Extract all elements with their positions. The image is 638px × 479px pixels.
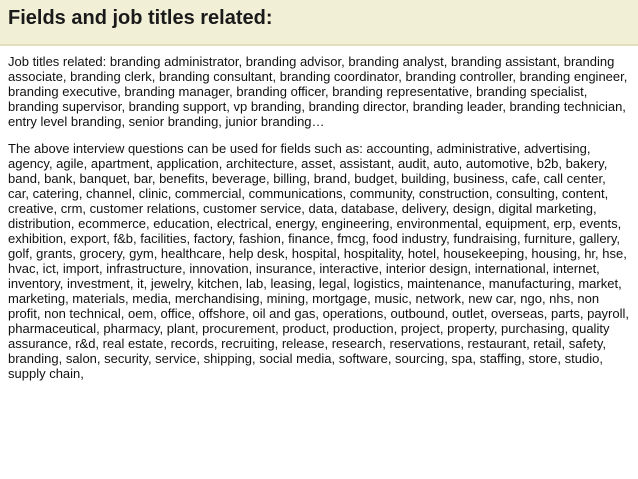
fields-paragraph: The above interview questions can be used for fields such as: accounting, administrative, advertising, agency, agile, apartment, application, architecture, asset, assistant, audit, auto, automotive, b2b, bakery, band, bank, banquet, bar, benefits, beverage, billing, brand, budget, building, business, cafe, call center, car, catering, channel, clinic, commercial, communications, community, construction, consulting, content, creative, crm, customer relations, customer service, data, database, delivery, design, digital marketing, distribution, ecommerce, education, electrical, energy, engineering, environmental, equipment, erp, events, exhibition, export, f&b, facilities, factory, fashion, finance, fmcg, food industry, fundraising, furniture, gallery, golf, grants, grocery, gym, healthcare, help desk, hospital, hospitality, hotel, housekeeping, housing, hr, hse, hvac, ict, import, infrastructure, innovation, insurance, interactive, interior design, international, internet, inventory, investment, it, jewelry, kitchen, lab, leasing, legal, logistics, maintenance, manufacturing, market, marketing, materials, media, merchandising, mining, mortgage, music, network, new car, ngo, nhs, non profit, non technical, oem, office, offshore, oil and gas, operations, outbound, outlet, overseas, parts, payroll, pharmaceutical, pharmacy, plant, procurement, product, production, project, property, purchasing, quality assurance, r&d, real estate, records, recruiting, release, research, reservations, restaurant, retail, safety, branding, salon, security, service, shipping, social media, software, sourcing, spa, staffing, store, studio, supply chain, <box>8 141 630 381</box>
page-title: Fields and job titles related: <box>8 7 273 29</box>
job-titles-paragraph: Job titles related: branding administrator, branding advisor, branding analyst, branding assistant, branding associate, branding clerk, branding consultant, branding coordinator, branding controller, branding engineer, branding executive, branding manager, branding officer, branding representative, branding specialist, branding supervisor, branding support, vp branding, branding director, branding leader, branding technician, entry level branding, senior branding, junior branding… <box>8 54 628 129</box>
title-bar <box>0 0 638 46</box>
slide-body <box>0 46 638 381</box>
